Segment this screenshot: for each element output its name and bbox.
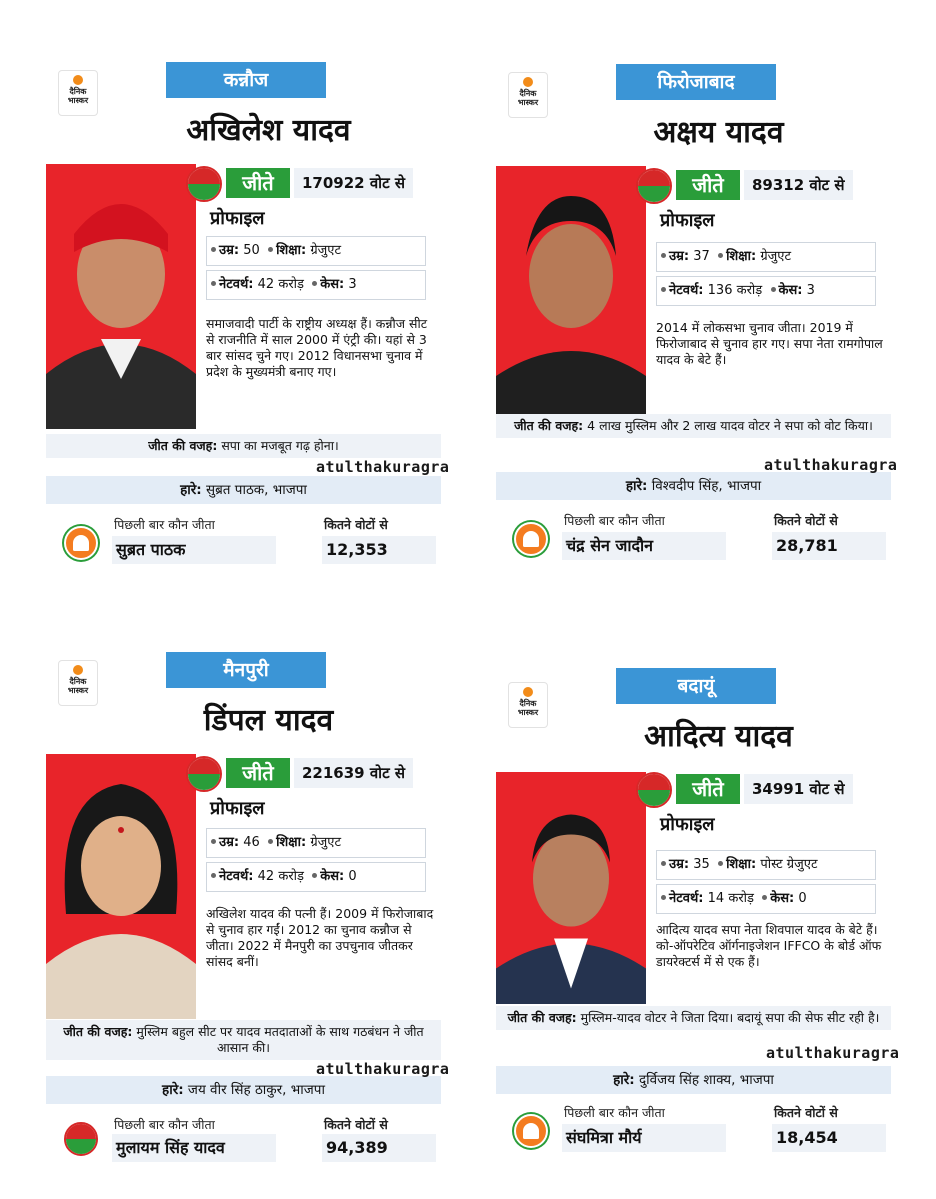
votes-label: कितने वोटों से (324, 517, 388, 532)
bjp-lotus-icon (64, 526, 98, 560)
dainik-bhaskar-logo: दैनिक भास्कर (508, 72, 548, 118)
votes-label: कितने वोटों से (324, 1117, 388, 1132)
candidate-card-kannauj (46, 62, 450, 572)
samajwadi-party-icon (636, 772, 672, 808)
votes-label: कितने वोटों से (774, 513, 838, 528)
votes-value: 28,781 (772, 532, 886, 560)
profile-heading: प्रोफाइल (660, 210, 715, 231)
profile-heading: प्रोफाइल (660, 814, 715, 835)
win-reason: जीत की वजह: मुस्लिम-यादव वोटर ने जिता दिया। बदायूं सपा की सेफ सीट रही है। (496, 1006, 891, 1030)
profile-row-age-education: उम्र: 37 शिक्षा: ग्रेजुएट (656, 242, 876, 272)
candidate-bio: अखिलेश यादव की पत्नी हैं। 2009 में फिरोजाबाद से चुनाव हार गईं। 2012 का चुनाव कन्नौज से जीता। 2022 में मैनपुरी का उपचुनाव जीतकर सांसद बनीं। (206, 906, 434, 969)
previous-winner-name: संघमित्रा मौर्य (562, 1124, 726, 1152)
profile-row-age-education: उम्र: 46 शिक्षा: ग्रेजुएट (206, 828, 426, 858)
dainik-bhaskar-logo: दैनिक भास्कर (508, 682, 548, 728)
district-label: बदायूं (616, 668, 776, 704)
lost-candidate: हारे: जय वीर सिंह ठाकुर, भाजपा (46, 1076, 441, 1104)
district-label: फिरोजाबाद (616, 64, 776, 100)
candidate-card-mainpuri (46, 652, 450, 1162)
candidate-bio: समाजवादी पार्टी के राष्ट्रीय अध्यक्ष हैं। कन्नौज सीट से राजनीति में साल 2000 में एंट्री की। यहां से 3 बार सांसद चुने गए। 2012 विधानसभा चुनाव में प्रदेश के मुख्यमंत्री बनाए गए। (206, 316, 427, 379)
profile-heading: प्रोफाइल (210, 208, 265, 229)
won-badge: जीते (226, 168, 290, 198)
candidate-card-badaun (496, 668, 900, 1178)
dainik-bhaskar-logo: दैनिक भास्कर (58, 70, 98, 116)
victory-margin: 170922 वोट से (294, 168, 413, 198)
previous-winner-section (46, 1112, 441, 1162)
profile-row-networth-cases: नेटवर्थ: 136 करोड़ केस: 3 (656, 276, 876, 306)
victory-margin: 221639 वोट से (294, 758, 413, 788)
candidate-name: अखिलेश यादव (186, 113, 351, 148)
candidate-bio: आदित्य यादव सपा नेता शिवपाल यादव के बेटे हैं। को-ऑपरेटिव ऑर्गनाइजेशन IFFCO के बोर्ड ऑफ डायरेक्टर्स में से एक हैं। (656, 922, 882, 969)
previous-winner-section (46, 512, 441, 572)
previous-winner-label: पिछली बार कौन जीता (114, 517, 215, 532)
profile-row-networth-cases: नेटवर्थ: 42 करोड़ केस: 3 (206, 270, 426, 300)
candidate-bio: 2014 में लोकसभा चुनाव जीता। 2019 में फिरोजाबाद से चुनाव हार गए। सपा नेता रामगोपाल यादव के बेटे हैं। (656, 320, 883, 367)
candidate-photo (496, 166, 646, 431)
won-badge: जीते (676, 170, 740, 200)
bjp-lotus-icon (514, 522, 548, 556)
previous-winner-label: पिछली बार कौन जीता (564, 1105, 665, 1120)
win-reason: जीत की वजह: मुस्लिम बहुल सीट पर यादव मतदाताओं के साथ गठबंधन ने जीत आसान की। (46, 1020, 441, 1060)
candidate-name: डिंपल यादव (203, 703, 334, 738)
samajwadi-party-icon (186, 756, 222, 792)
candidate-name: अक्षय यादव (653, 115, 784, 150)
profile-heading: प्रोफाइल (210, 798, 265, 819)
previous-winner-section (496, 508, 891, 568)
previous-winner-name: सुब्रत पाठक (112, 536, 276, 564)
district-label: मैनपुरी (166, 652, 326, 688)
previous-winner-label: पिछली बार कौन जीता (564, 513, 665, 528)
watermark: atulthakuragra (764, 456, 898, 474)
votes-label: कितने वोटों से (774, 1105, 838, 1120)
win-reason: जीत की वजह: सपा का मजबूत गढ़ होना। (46, 434, 441, 458)
candidate-name: आदित्य यादव (644, 719, 793, 754)
bjp-lotus-icon (514, 1114, 548, 1148)
watermark: atulthakuragra (316, 458, 450, 476)
district-label: कन्नौज (166, 62, 326, 98)
dainik-bhaskar-logo: दैनिक भास्कर (58, 660, 98, 706)
candidate-photo (496, 772, 646, 1004)
won-badge: जीते (226, 758, 290, 788)
victory-margin: 34991 वोट से (744, 774, 853, 804)
samajwadi-party-icon (186, 166, 222, 202)
win-reason: जीत की वजह: 4 लाख मुस्लिम और 2 लाख यादव वोटर ने सपा को वोट किया। (496, 414, 891, 438)
lost-candidate: हारे: सुब्रत पाठक, भाजपा (46, 476, 441, 504)
profile-row-networth-cases: नेटवर्थ: 14 करोड़ केस: 0 (656, 884, 876, 914)
candidate-photo (46, 164, 196, 429)
previous-winner-section (496, 1100, 891, 1160)
samajwadi-party-icon (636, 168, 672, 204)
previous-winner-name: चंद्र सेन जादौन (562, 532, 726, 560)
profile-row-age-education: उम्र: 35 शिक्षा: पोस्ट ग्रेजुएट (656, 850, 876, 880)
lost-candidate: हारे: विश्वदीप सिंह, भाजपा (496, 472, 891, 500)
watermark: atulthakuragra (316, 1060, 450, 1078)
watermark: atulthakuragra (766, 1044, 900, 1062)
profile-row-networth-cases: नेटवर्थ: 42 करोड़ केस: 0 (206, 862, 426, 892)
previous-winner-label: पिछली बार कौन जीता (114, 1117, 215, 1132)
candidate-photo (46, 754, 196, 1019)
votes-value: 18,454 (772, 1124, 886, 1152)
profile-row-age-education: उम्र: 50 शिक्षा: ग्रेजुएट (206, 236, 426, 266)
samajwadi-party-icon (64, 1122, 98, 1156)
candidate-card-firozabad (496, 64, 898, 574)
votes-value: 94,389 (322, 1134, 436, 1162)
lost-candidate: हारे: दुर्विजय सिंह शाक्य, भाजपा (496, 1066, 891, 1094)
previous-winner-name: मुलायम सिंह यादव (112, 1134, 276, 1162)
won-badge: जीते (676, 774, 740, 804)
victory-margin: 89312 वोट से (744, 170, 853, 200)
votes-value: 12,353 (322, 536, 436, 564)
